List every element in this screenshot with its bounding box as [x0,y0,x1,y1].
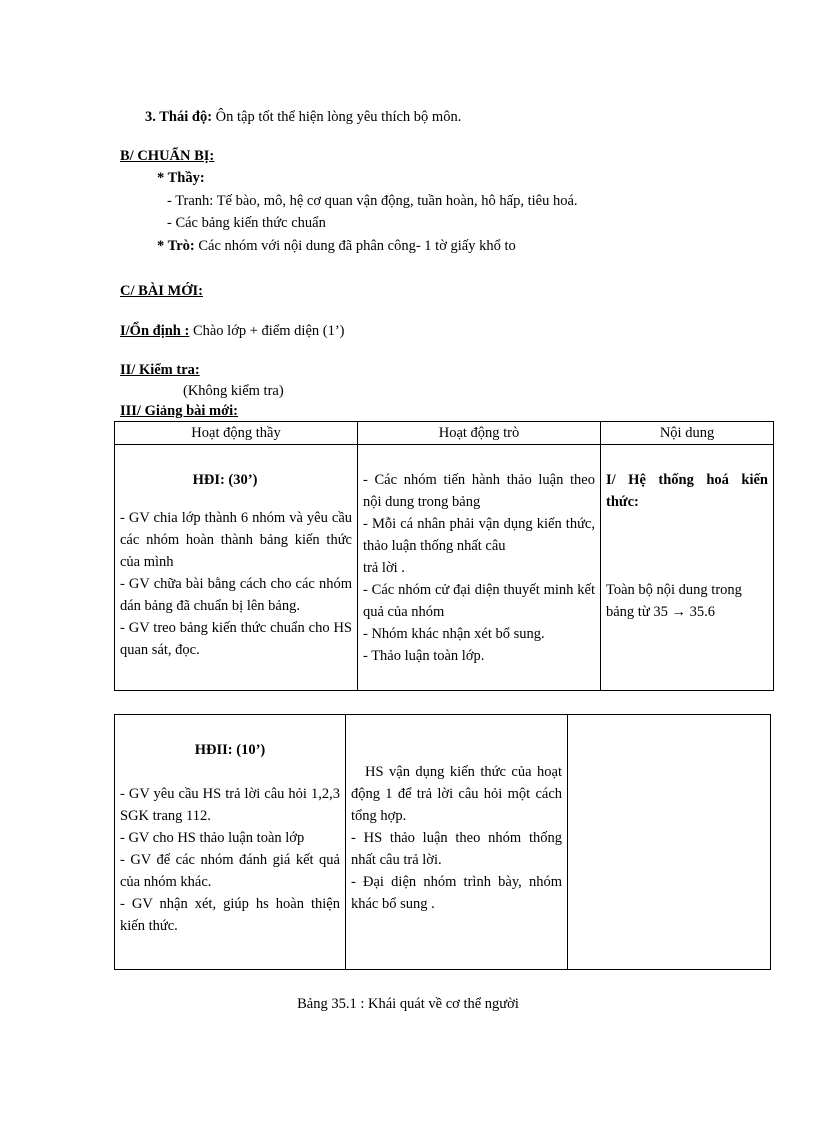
content-title: I/ Hệ thống hoá kiến thức: [606,472,768,510]
teacher-item-2: - Các bảng kiến thức chuẩn [167,215,326,231]
teacher-cell [115,715,346,970]
teacher-item-1: - Tranh: Tế bào, mô, hệ cơ quan vận động, tuần hoàn, hô hấp, tiêu hoá. [167,193,578,209]
student-step: - Các nhóm cử đại diện thuyết minh kết quả của nhóm [363,582,595,620]
student-label: * Trò: [157,238,195,254]
student-line [157,237,516,255]
stabilize-label: I/Ổn định : [120,323,190,339]
header-content: Nội dung [601,422,774,445]
content-text: Toàn bộ nội dung trong bảng từ 35 → 35.6 [606,582,742,620]
teacher-step: - GV cho HS thảo luận toàn lớp [120,830,305,846]
student-cell [346,715,568,970]
stabilize-line [120,322,345,340]
activity-table-1 [114,421,774,691]
student-text: Các nhóm với nội dung đã phân công- 1 tờ giấy khổ to [194,238,516,254]
teacher-step: - GV treo bảng kiến thức chuẩn cho HS quan sát, đọc. [120,620,352,658]
teacher-cell [115,445,358,691]
student-step: - Mỗi cá nhân phải vận dụng kiến thức, thảo luận thống nhất câu [363,516,595,554]
header-student: Hoạt động trò [358,422,601,445]
student-step: - Nhóm khác nhận xét bổ sung. [363,626,545,642]
student-step: - Thảo luận toàn lớp. [363,648,485,664]
attitude-text: Ôn tập tốt thể hiện lòng yêu thích bộ môn. [212,109,462,125]
teacher-step: - GV để các nhóm đánh giá kết quả của nhóm khác. [120,852,340,890]
student-step: HS vận dụng kiến thức của hoạt động 1 để trả lời câu hỏi một cách tổng hợp. [351,764,562,824]
hd2-title: HĐII: (10’) [194,742,266,758]
student-cell [358,445,601,691]
lesson-heading: C/ BÀI MỚI: [120,283,203,299]
table-row [115,445,774,691]
table-caption: Bảng 35.1 : Khái quát về cơ thể người [297,996,519,1012]
check-label: II/ Kiểm tra: [120,362,200,378]
activity-table-2 [114,714,771,970]
content-cell [568,715,771,970]
hd1-title: HĐI: (30’) [192,472,258,488]
stabilize-text: Chào lớp + điểm diện (1’) [189,323,345,339]
student-step: - Đại diện nhóm trình bày, nhóm khác bổ sung . [351,874,562,912]
teacher-step: - GV chữa bài bằng cách cho các nhóm dán bảng đã chuẩn bị lên bảng. [120,576,352,614]
teach-label: III/ Giảng bài mới: [120,403,239,419]
student-step: - Các nhóm tiến hành thảo luận theo nội dung trong bảng [363,472,595,510]
table-header-row [115,422,774,445]
teacher-label: * Thầy: [157,170,205,186]
teacher-step: - GV yêu cầu HS trả lời câu hỏi 1,2,3 SGK trang 112. [120,786,340,824]
table-row [115,715,771,970]
student-step: - HS thảo luận theo nhóm thống nhất câu trả lời. [351,830,562,868]
check-text: (Không kiểm tra) [183,383,284,399]
teacher-step: - GV nhận xét, giúp hs hoàn thiện kiến thức. [120,896,340,934]
attitude-line [145,108,461,126]
teacher-step: - GV chia lớp thành 6 nhóm và yêu cầu các nhóm hoàn thành bảng kiến thức của mình [120,510,352,570]
student-step: trả lời . [363,560,405,576]
header-teacher: Hoạt động thầy [115,422,358,445]
attitude-label: 3. Thái độ: [145,109,213,125]
prep-heading: B/ CHUẨN BỊ: [120,148,215,164]
content-cell [601,445,774,691]
